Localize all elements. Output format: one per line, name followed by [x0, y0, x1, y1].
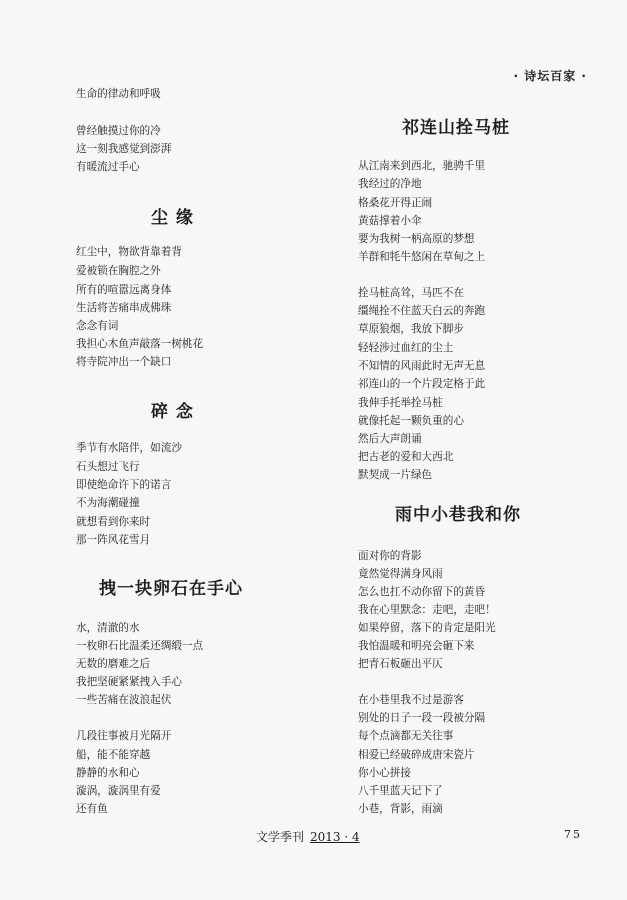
poem-line: 红尘中，物欲背靠着背: [76, 246, 182, 258]
poem-line: 就想看到你来时: [76, 516, 151, 528]
poem-line: 漩涡，漩涡里有爱: [76, 785, 161, 797]
poem-title: 雨中小巷我和你: [395, 505, 521, 525]
poem-line: 一枚卵石比温柔还绸缎一点: [76, 640, 204, 652]
poem-line: 每个点滴都无关往事: [358, 730, 454, 742]
section-header: · 诗坛百家 ·: [513, 69, 587, 83]
poem-line: 即使绝命许下的诺言: [76, 479, 172, 491]
poem-line: 把古老的爱和大西北: [358, 451, 454, 463]
poem-line: 石头想过飞行: [76, 461, 140, 473]
poem-line: 在小巷里我不过是游客: [358, 694, 464, 706]
poem-line: 从江南来到西北，驰骋千里: [358, 160, 486, 172]
poem-title: 祁连山拴马桩: [402, 118, 510, 138]
poem-line: 静静的水和心: [76, 767, 140, 779]
poem-line: 要为我树一柄高原的梦想: [358, 233, 475, 245]
poem-line: 格桑花开得正闹: [358, 197, 433, 209]
poem-line: 相爱已经破碎成唐宋瓷片: [358, 749, 475, 761]
poem-line: 爱被锁在胸腔之外: [76, 265, 161, 277]
poem-line: 别处的日子一段一段被分隔: [358, 712, 486, 724]
poem-line: 面对你的背影: [358, 550, 422, 562]
poem-line: 这一刻我感觉到澎湃: [76, 143, 172, 155]
poem-line: 我担心木鱼声敲落一树桃花: [76, 338, 204, 350]
poem-line: 生命的律动和呼吸: [76, 88, 161, 100]
poem-line: 然后大声朗诵: [358, 433, 422, 445]
poem-title: 拽一块卵石在手心: [99, 579, 243, 599]
poem-line: 所有的喧嚣远离身体: [76, 284, 172, 296]
poem-line: 我把坚硬紧紧拽入手心: [76, 676, 182, 688]
poem-line: 我在心里默念：走吧，走吧！: [358, 604, 496, 616]
poem-title: 尘 缘: [151, 208, 194, 228]
poem-line: 缰绳拴不住蓝天白云的奔跑: [358, 305, 486, 317]
poem-line: 将寺院冲出一个缺口: [76, 356, 172, 368]
poem-line: 就像托起一颗负重的心: [358, 415, 464, 427]
poem-line: 怎么也扛不动你留下的黄昏: [358, 586, 486, 598]
poem-line: 季节有水陪伴，如流沙: [76, 442, 182, 454]
page-number: 75: [564, 828, 582, 841]
poem-line: 生活将苦痛串成佛珠: [76, 302, 172, 314]
poem-line: 还有鱼: [76, 803, 108, 815]
poem-title: 碎 念: [151, 402, 194, 422]
poem-line: 那一阵风花雪月: [76, 534, 151, 546]
poem-line: 如果停留，落下的肯定是阳光: [358, 622, 496, 634]
poem-line: 念念有词: [76, 320, 119, 332]
poem-line: 我怕温暖和明亮会砸下来: [358, 640, 475, 652]
poem-line: 黄菇撑着小伞: [358, 215, 422, 227]
poem-line: 八千里蓝天记下了: [358, 785, 443, 797]
poem-line: 草原狼烟，我放下脚步: [358, 323, 464, 335]
journal-name: 文学季刊 2013 · 4: [256, 830, 360, 844]
poem-line: 拴马桩高耸，马匹不在: [358, 287, 464, 299]
poem-line: 水，清澈的水: [76, 622, 140, 634]
poem-line: 不知情的风雨此时无声无息: [358, 360, 486, 372]
poem-line: 默契成一片绿色: [358, 469, 433, 481]
poem-line: 我伸手托举拴马桩: [358, 397, 443, 409]
poem-line: 轻轻涉过血红的尘土: [358, 342, 454, 354]
poem-line: 我经过的净地: [358, 178, 422, 190]
poem-line: 曾经触摸过你的冷: [76, 125, 161, 137]
poem-line: 船，能不能穿越: [76, 749, 151, 761]
issue-number: 2013 · 4: [310, 830, 360, 844]
poem-line: 有暖流过手心: [76, 161, 140, 173]
poem-line: 你小心拼接: [358, 767, 411, 779]
poem-line: 小巷，背影，雨滴: [358, 803, 443, 815]
poem-line: 羊群和牦牛悠闲在草甸之上: [358, 251, 486, 263]
poem-line: 几段往事被月光隔开: [76, 730, 172, 742]
poem-line: 竟然觉得满身风雨: [358, 568, 443, 580]
poem-line: 祁连山的一个片段定格于此: [358, 378, 486, 390]
poem-line: 把青石板砸出平仄: [358, 658, 443, 670]
poem-line: 不为海潮碰撞: [76, 497, 140, 509]
poem-line: 无数的磨难之后: [76, 658, 151, 670]
poem-line: 一些苦痛在波浪起伏: [76, 694, 172, 706]
